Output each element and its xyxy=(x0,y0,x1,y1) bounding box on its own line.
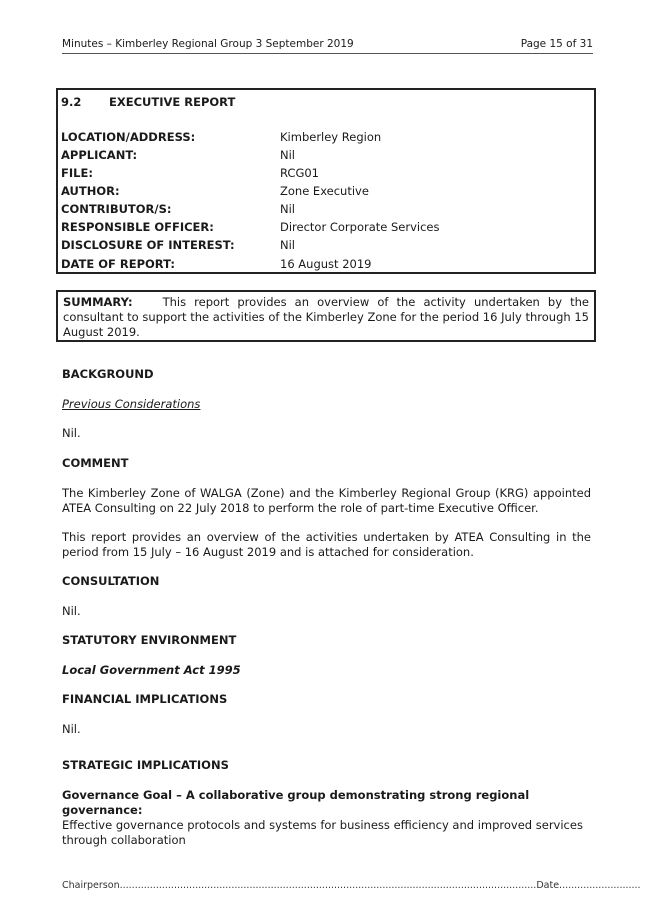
field-label: CONTRIBUTOR/S: xyxy=(61,202,172,216)
comment-heading: COMMENT xyxy=(62,456,129,470)
chairperson-label: Chairperson xyxy=(62,880,120,891)
field-value: Nil xyxy=(280,238,295,252)
statutory-act: Local Government Act 1995 xyxy=(62,663,241,677)
field-author xyxy=(61,183,581,199)
field-value: Kimberley Region xyxy=(280,130,382,144)
report-title-text: EXECUTIVE REPORT xyxy=(109,95,236,109)
field-value: Nil xyxy=(280,202,295,216)
field-label: APPLICANT: xyxy=(61,148,138,162)
strategic-heading: STRATEGIC IMPLICATIONS xyxy=(62,758,229,772)
background-text: Nil. xyxy=(62,426,81,440)
field-value: Nil xyxy=(280,148,295,162)
field-label: DATE OF REPORT: xyxy=(61,257,175,271)
field-contributors xyxy=(61,201,581,217)
report-number: 9.2 xyxy=(61,95,82,109)
field-label: AUTHOR: xyxy=(61,184,120,198)
field-label: DISCLOSURE OF INTEREST: xyxy=(61,238,235,252)
consultation-heading: CONSULTATION xyxy=(62,574,160,588)
field-value: Director Corporate Services xyxy=(280,220,440,234)
report-title xyxy=(61,95,235,109)
field-disclosure xyxy=(61,237,581,253)
comment-paragraph-2: This report provides an overview of the activities undertaken by ATEA Consulting in the period from 15 July – 16 August 2019 and is attached for consideration. xyxy=(62,530,591,559)
page-number: Page 15 of 31 xyxy=(520,38,593,50)
field-responsible-officer xyxy=(61,219,581,235)
field-value: RCG01 xyxy=(280,166,319,180)
summary-box xyxy=(56,290,596,342)
signature-footer: Chairperson..........................................................................................................................................Date........................... xyxy=(62,880,641,891)
field-label: FILE: xyxy=(61,166,93,180)
financial-heading: FINANCIAL IMPLICATIONS xyxy=(62,692,228,706)
field-label: LOCATION/ADDRESS: xyxy=(61,130,196,144)
field-location xyxy=(61,129,581,145)
financial-text: Nil. xyxy=(62,722,81,736)
governance-goal: Governance Goal – A collaborative group demonstrating strong regional governance: xyxy=(62,788,530,817)
date-label: Date xyxy=(536,880,560,891)
field-file xyxy=(61,165,581,181)
summary-text: This report provides an overview of the activity undertaken by the consultant to support the activities of the Kimberley Zone for the period 16 July through 15 August 2019. xyxy=(63,295,589,339)
consultation-text: Nil. xyxy=(62,604,81,618)
page-header xyxy=(62,38,593,54)
background-heading: BACKGROUND xyxy=(62,367,154,381)
field-date xyxy=(61,256,581,272)
previous-considerations: Previous Considerations xyxy=(62,397,201,411)
statutory-heading: STATUTORY ENVIRONMENT xyxy=(62,633,237,647)
field-value: 16 August 2019 xyxy=(280,257,372,271)
strategic-text: Effective governance protocols and systems for business efficiency and improved services through collaboration xyxy=(62,818,583,847)
header-title: Minutes – Kimberley Regional Group 3 September 2019 xyxy=(62,38,354,50)
field-value: Zone Executive xyxy=(280,184,369,198)
field-label: RESPONSIBLE OFFICER: xyxy=(61,220,214,234)
comment-paragraph-1: The Kimberley Zone of WALGA (Zone) and the Kimberley Regional Group (KRG) appointed ATEA Consulting on 22 July 2018 to perform the role of part-time Executive Officer. xyxy=(62,486,591,515)
summary-label: SUMMARY: xyxy=(63,295,133,309)
field-applicant xyxy=(61,147,581,163)
